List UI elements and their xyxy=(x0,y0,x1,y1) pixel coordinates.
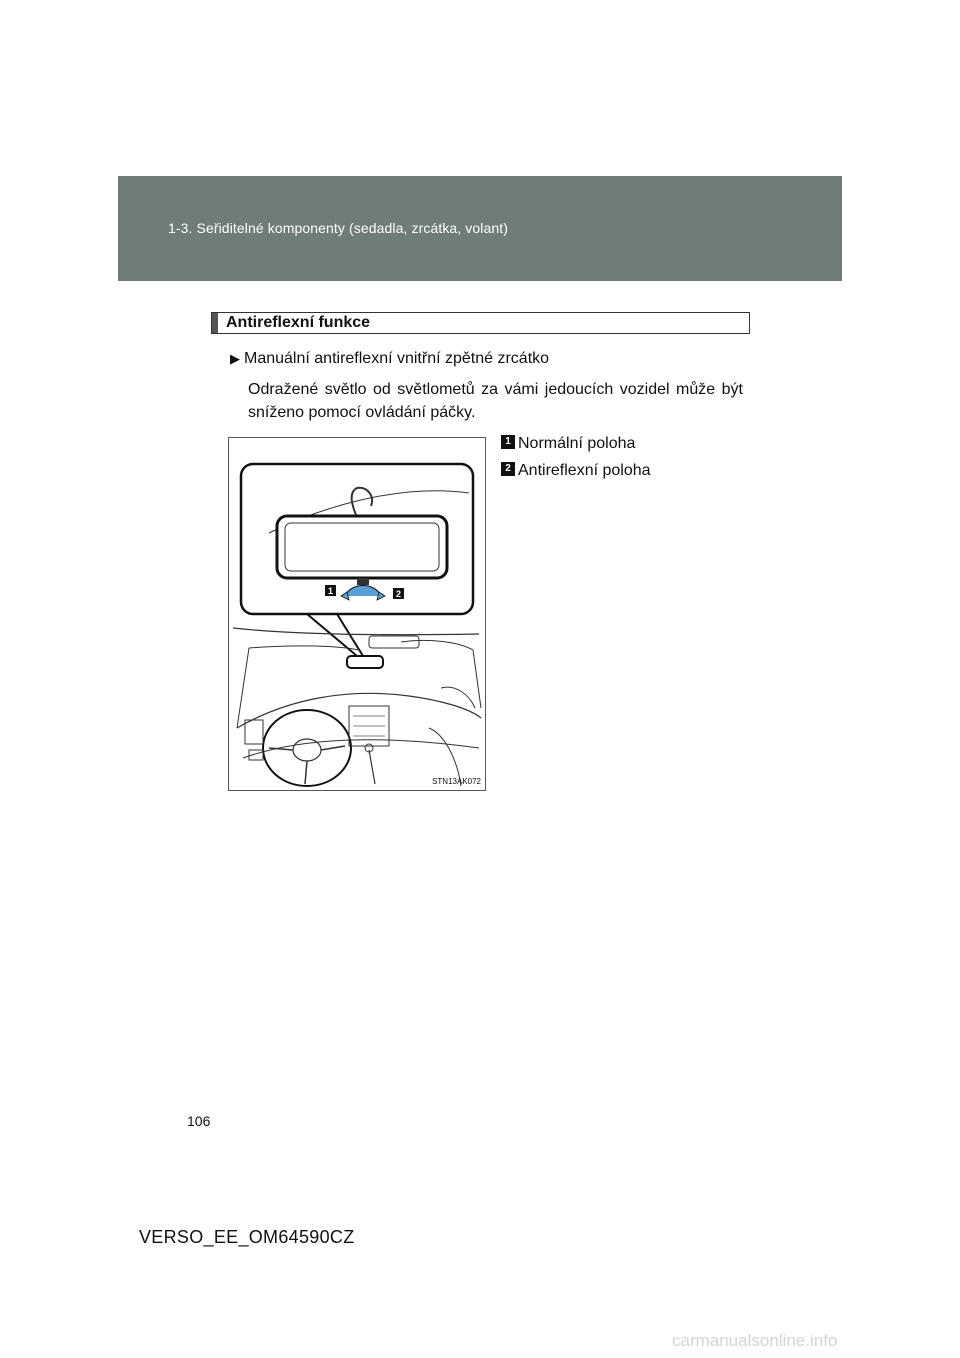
callout-1-label: 1 xyxy=(327,586,334,596)
left-vent xyxy=(245,720,263,744)
bullet-text: Manuální antireflexní vnitřní zpětné zrcátko xyxy=(244,350,550,367)
legend-label: Normální poloha xyxy=(518,435,636,452)
sun-visor-left xyxy=(249,646,359,650)
figure-code: STN13AK072 xyxy=(432,777,481,786)
page-number: 106 xyxy=(187,1113,211,1129)
a-pillar-left xyxy=(237,648,249,728)
legend-number-badge: 2 xyxy=(501,462,515,476)
mirror-lever xyxy=(357,578,369,585)
sun-visor-right xyxy=(401,640,473,650)
mirror-illustration xyxy=(228,437,486,791)
description-paragraph: Odražené světlo od světlometů za vámi jedoucích vozidel může být sníženo pomocí ovládání páčky. xyxy=(248,381,743,421)
legend-item-1 xyxy=(501,435,635,453)
bullet-item xyxy=(230,350,549,368)
mirror-drawing xyxy=(229,438,485,790)
mirror-body xyxy=(277,516,447,578)
overhead-console xyxy=(369,636,419,648)
a-pillar-right xyxy=(473,650,481,708)
section-title-bar xyxy=(212,313,218,333)
legend-number-badge: 1 xyxy=(501,435,515,449)
chapter-header xyxy=(118,176,842,281)
legend-item-2 xyxy=(501,462,651,480)
cabin-mirror xyxy=(347,656,383,668)
section-title: Antireflexní funkce xyxy=(226,314,371,331)
document-code: VERSO_EE_OM64590CZ xyxy=(139,1227,355,1247)
watermark: carmanualsonline.info xyxy=(672,1331,838,1350)
gear-lever xyxy=(369,750,375,784)
legend-label: Antireflexní poloha xyxy=(518,462,651,479)
steering-hub xyxy=(293,739,321,761)
chapter-title: 1-3. Seřiditelné komponenty (sedadla, zrcátka, volant) xyxy=(168,220,509,236)
side-mirror-right xyxy=(441,687,475,708)
windshield-top xyxy=(233,628,479,635)
triangle-bullet-icon: ▶ xyxy=(230,351,240,366)
callout-2-label: 2 xyxy=(395,589,402,599)
section-title-box xyxy=(211,312,750,334)
